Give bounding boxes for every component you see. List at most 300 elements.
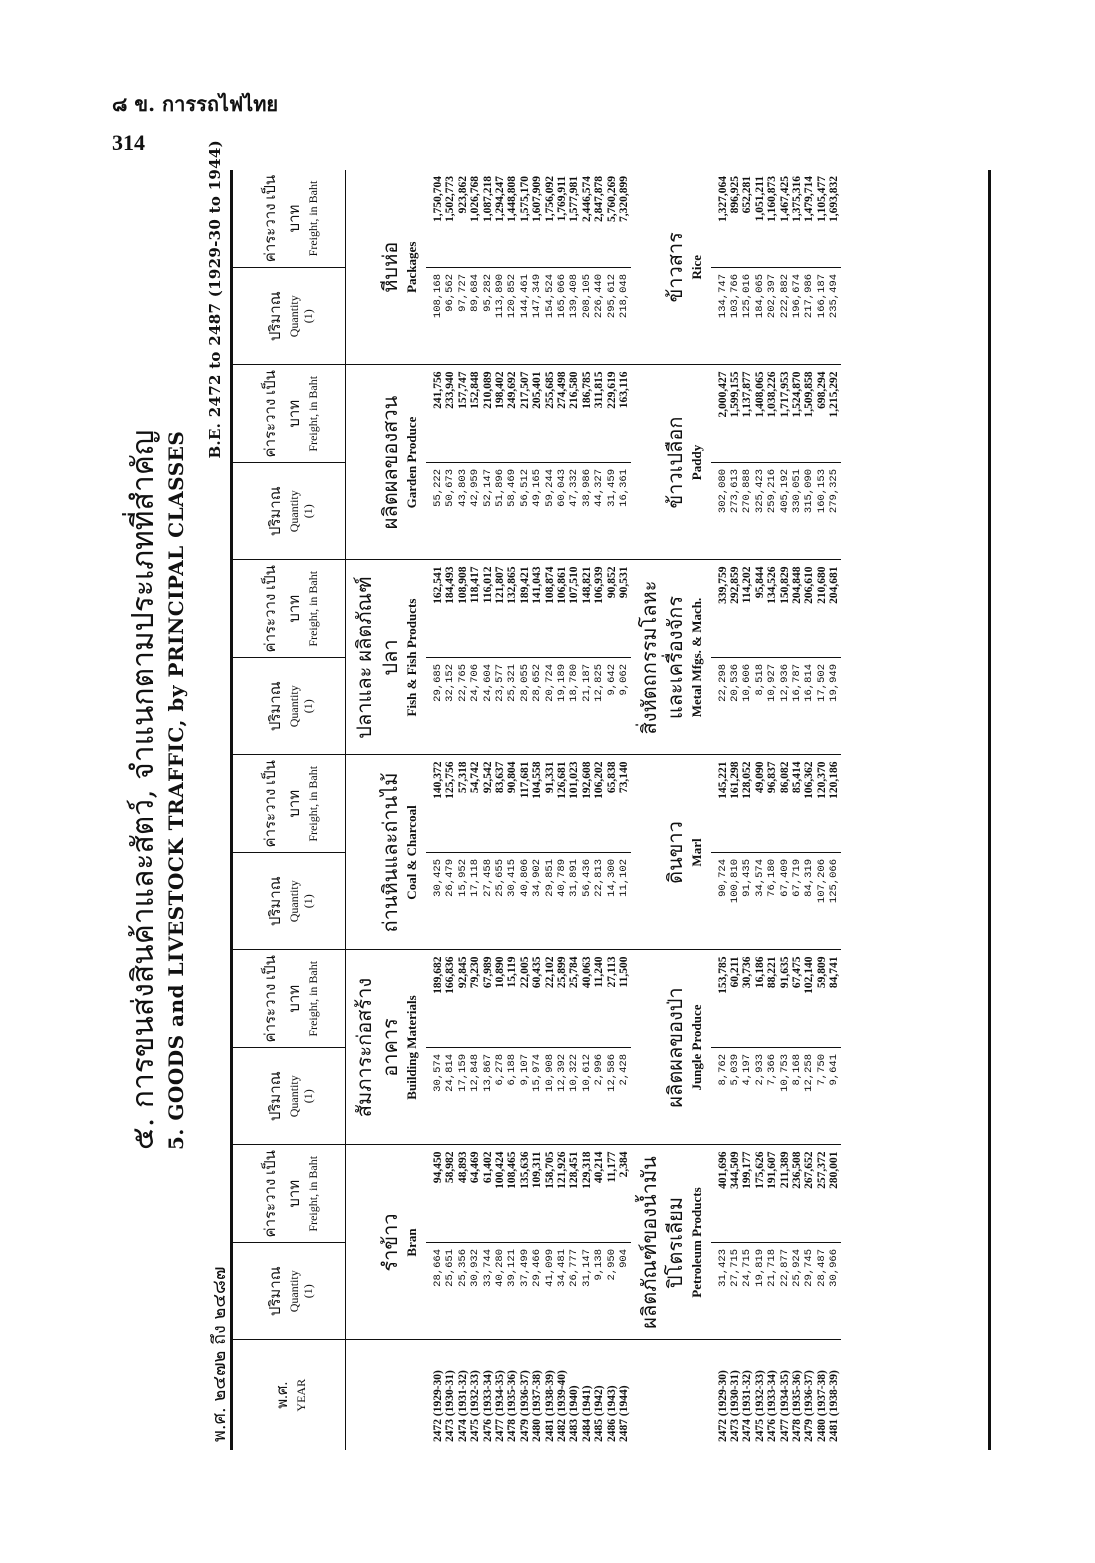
page-header-label: ๘ ข. การรถไฟไทย: [112, 92, 279, 116]
value-cell: 108,465: [506, 1151, 519, 1189]
freight-column: [711, 365, 841, 463]
value-cell: 121,926: [556, 1151, 569, 1189]
value-cell: 152,848: [469, 371, 482, 409]
value-cell: 9,642: [605, 664, 618, 696]
value-cell: 58,469: [506, 469, 519, 507]
value-cell: 1,717,953: [778, 371, 791, 418]
year-cell: 2475 (1932-33): [753, 1370, 766, 1442]
title-thai: ๕. การขนส่งสินค้าและสัตว์, จำแนกตามประเภทที่สำคัญ: [126, 429, 161, 1150]
value-cell: 56,512: [518, 469, 531, 507]
value-cell: 139,408: [568, 274, 581, 319]
value-cell: 22,765: [456, 664, 469, 702]
value-cell: 1,294,247: [494, 176, 507, 222]
quantity-column: [711, 463, 841, 561]
freight-header: ค่าระวาง เป็นบาท Freight, in Baht: [233, 950, 346, 1048]
value-cell: 134,747: [716, 274, 729, 319]
quantity-column: [426, 853, 631, 951]
value-cell: 204,681: [828, 566, 841, 604]
value-cell: 153,785: [716, 956, 729, 994]
value-cell: 100,810: [728, 859, 741, 904]
value-cell: 8,168: [790, 1054, 803, 1086]
value-cell: 30,966: [828, 1249, 841, 1287]
value-cell: 162,541: [432, 566, 444, 604]
value-cell: 120,186: [828, 761, 841, 799]
value-cell: 33,744: [481, 1249, 494, 1287]
value-cell: 1,467,425: [778, 176, 791, 222]
data-row-2: [711, 170, 841, 1450]
group-label: [346, 170, 427, 365]
value-cell: 29,685: [432, 664, 444, 702]
value-cell: 161,298: [728, 761, 741, 799]
year-cell: 2486 (1943): [605, 1385, 618, 1442]
freight-column: [711, 560, 841, 658]
year-cell: 2472 (1929-30): [432, 1370, 444, 1442]
value-cell: 28,664: [432, 1249, 444, 1287]
freight-column: [711, 170, 841, 268]
value-cell: 1,215,292: [828, 371, 841, 418]
quantity-column: [426, 1048, 631, 1146]
freight-header: ค่าระวาง เป็นบาท Freight, in Baht: [233, 755, 346, 853]
quantity-header: ปริมาณ Quantity (1): [233, 1048, 346, 1146]
value-cell: 17,118: [469, 859, 482, 897]
value-cell: 11,500: [618, 956, 631, 988]
group-label: [631, 170, 711, 365]
year-cell: 2483 (1940): [568, 1385, 581, 1442]
value-cell: 11,102: [618, 859, 631, 897]
value-cell: 241,756: [432, 371, 444, 409]
group-label-en: Jungle Produce: [688, 1004, 704, 1091]
data-row-1: [426, 170, 631, 1450]
value-cell: 204,848: [790, 566, 803, 604]
freight-column: [711, 950, 841, 1048]
value-cell: 22,813: [593, 859, 606, 897]
value-cell: 189,682: [432, 956, 444, 994]
value-cell: 9,641: [828, 1054, 841, 1086]
value-cell: 95,282: [481, 274, 494, 312]
value-cell: 10,927: [766, 664, 779, 702]
value-cell: 222,882: [778, 274, 791, 319]
value-cell: 22,005: [518, 956, 531, 989]
value-cell: 229,619: [605, 371, 618, 409]
year-header-thai: พ.ศ.: [275, 1381, 291, 1409]
value-cell: 7,320,899: [618, 176, 631, 222]
year-cell: 2481 (1938-39): [543, 1370, 556, 1442]
value-cell: 23,577: [494, 664, 507, 702]
value-cell: 59,244: [543, 469, 556, 507]
value-cell: 67,475: [790, 956, 803, 989]
value-cell: 24,604: [481, 664, 494, 702]
year-cell: 2476 (1933-34): [481, 1370, 494, 1442]
value-cell: 17,159: [456, 1054, 469, 1092]
value-cell: 125,066: [828, 859, 841, 904]
value-cell: 29,745: [803, 1249, 816, 1287]
value-cell: 147,349: [531, 274, 544, 319]
value-cell: 259,216: [766, 469, 779, 514]
value-cell: 85,414: [790, 761, 803, 794]
group-label: [346, 560, 427, 755]
value-cell: 106,861: [556, 566, 569, 604]
value-cell: 28,055: [518, 664, 531, 702]
value-cell: 22,298: [716, 664, 729, 702]
value-cell: 210,680: [815, 566, 828, 604]
value-cell: 57,318: [456, 761, 469, 794]
value-cell: 145,221: [716, 761, 729, 799]
value-cell: 30,425: [432, 859, 444, 897]
value-cell: 9,062: [618, 664, 631, 696]
value-cell: 184,065: [753, 274, 766, 319]
group-label-en: Metal Mfgs. & Mach.: [688, 597, 704, 718]
year-cell: 2485 (1942): [593, 1385, 606, 1442]
value-cell: 40,214: [593, 1151, 606, 1184]
value-cell: 126,681: [556, 761, 569, 799]
value-cell: 10,753: [778, 1054, 791, 1092]
value-cell: 41,099: [543, 1249, 556, 1287]
value-cell: 166,187: [815, 274, 828, 319]
value-cell: 13,867: [481, 1054, 494, 1092]
value-cell: 163,116: [618, 371, 631, 409]
group-label-thai: ผลิตภัณฑ์ของน้ำมันปิโตรเลียม: [638, 1156, 687, 1329]
value-cell: 25,784: [568, 956, 581, 989]
group-label-thai: หีบห่อ: [380, 241, 402, 293]
value-cell: 94,450: [432, 1151, 444, 1184]
year-column: [426, 1340, 631, 1450]
value-cell: 1,769,911: [556, 176, 569, 222]
value-cell: 184,493: [444, 566, 457, 604]
quantity-column: [711, 658, 841, 756]
value-cell: 1,502,773: [444, 176, 457, 222]
value-cell: 107,510: [568, 566, 581, 604]
quantity-header: ปริมาณ Quantity (1): [233, 463, 346, 561]
value-cell: 280,001: [828, 1151, 841, 1189]
value-cell: 14,300: [605, 859, 618, 897]
value-cell: 135,636: [518, 1151, 531, 1189]
value-cell: 24,706: [469, 664, 482, 702]
value-cell: 47,332: [568, 469, 581, 507]
value-cell: 904: [618, 1249, 631, 1268]
year-cell: 2482 (1939-40): [556, 1370, 569, 1442]
value-cell: 113,890: [494, 274, 507, 319]
year-header: [233, 1340, 346, 1450]
value-cell: 25,899: [556, 956, 569, 989]
group-year-spacer: [346, 1340, 427, 1450]
value-cell: 90,804: [506, 761, 519, 794]
value-cell: 249,692: [506, 371, 519, 409]
year-cell: 2473 (1930-31): [728, 1370, 741, 1442]
value-cell: 12,586: [605, 1054, 618, 1092]
group-label: [346, 365, 427, 560]
freight-column: [711, 1145, 841, 1243]
value-cell: 12,392: [556, 1054, 569, 1092]
value-cell: 698,294: [815, 371, 828, 409]
value-cell: 90,852: [605, 566, 618, 599]
quantity-column: [426, 658, 631, 756]
value-cell: 49,165: [531, 469, 544, 507]
value-cell: 20,724: [543, 664, 556, 702]
group-label-en: Petroleum Products: [688, 1187, 704, 1298]
value-cell: 97,727: [456, 274, 469, 312]
value-cell: 1,577,981: [568, 176, 581, 222]
value-cell: 48,893: [456, 1151, 469, 1184]
year-header-en: YEAR: [294, 1378, 308, 1412]
group-label-thai: รำข้าว: [380, 1213, 402, 1272]
value-cell: 191,607: [766, 1151, 779, 1189]
value-cell: 100,424: [494, 1151, 507, 1189]
value-cell: 67,409: [778, 859, 791, 897]
value-cell: 217,986: [803, 274, 816, 319]
value-cell: 28,652: [531, 664, 544, 702]
value-cell: 107,206: [815, 859, 828, 904]
value-cell: 92,542: [481, 761, 494, 794]
value-cell: 192,608: [580, 761, 593, 799]
value-cell: 84,741: [828, 956, 841, 989]
value-cell: 199,177: [741, 1151, 754, 1189]
value-cell: 121,807: [494, 566, 507, 604]
value-cell: 67,719: [790, 859, 803, 897]
value-cell: 84,319: [803, 859, 816, 897]
value-cell: 401,696: [716, 1151, 729, 1189]
value-cell: 9,138: [593, 1249, 606, 1281]
value-cell: 19,819: [753, 1249, 766, 1287]
value-cell: 1,026,768: [469, 176, 482, 222]
value-cell: 24,715: [741, 1249, 754, 1287]
value-cell: 21,718: [766, 1249, 779, 1287]
value-cell: 315,090: [803, 469, 816, 514]
value-cell: 44,327: [593, 469, 606, 507]
group-row-1: [346, 170, 427, 1450]
value-cell: 86,082: [778, 761, 791, 794]
value-cell: 22,102: [543, 956, 556, 989]
group-label: [346, 755, 427, 950]
subtitle-english: B.E. 2472 to 2487 (1929-30 to 1944): [206, 140, 224, 459]
year-cell: 2477 (1934-35): [778, 1370, 791, 1442]
value-cell: 233,940: [444, 371, 457, 409]
value-cell: 120,370: [815, 761, 828, 799]
value-cell: 22,877: [778, 1249, 791, 1287]
value-cell: 40,806: [518, 859, 531, 897]
year-cell: 2480 (1937-38): [815, 1370, 828, 1442]
year-cell: 2487 (1944): [618, 1385, 631, 1442]
value-cell: 114,202: [741, 566, 754, 604]
value-cell: 292,859: [728, 566, 741, 604]
value-cell: 267,652: [803, 1151, 816, 1189]
value-cell: 96,562: [444, 274, 457, 312]
value-cell: 125,016: [741, 274, 754, 319]
value-cell: 52,147: [481, 469, 494, 507]
year-cell: 2473 (1930-31): [444, 1370, 457, 1442]
value-cell: 134,526: [766, 566, 779, 604]
value-cell: 10,606: [741, 664, 754, 702]
group-label: [631, 950, 711, 1145]
value-cell: 73,140: [618, 761, 631, 794]
group-label-thai: ผลิตผลของสวน: [380, 395, 402, 530]
value-cell: 2,000,427: [716, 371, 729, 418]
value-cell: 11,177: [605, 1151, 618, 1183]
value-cell: 10,908: [543, 1054, 556, 1092]
value-cell: 55,222: [432, 469, 444, 507]
quantity-column: [426, 1243, 631, 1341]
value-cell: 344,509: [728, 1151, 741, 1189]
value-cell: 79,230: [469, 956, 482, 989]
value-cell: 216,580: [568, 371, 581, 409]
value-cell: 1,599,155: [728, 371, 741, 418]
value-cell: 88,221: [766, 956, 779, 989]
value-cell: 165,066: [556, 274, 569, 319]
value-cell: 10,322: [568, 1054, 581, 1092]
value-cell: 5,760,269: [605, 176, 618, 222]
value-cell: 211,389: [778, 1151, 791, 1189]
value-cell: 9,107: [518, 1054, 531, 1086]
year-cell: 2477 (1934-35): [494, 1370, 507, 1442]
value-cell: 1,575,170: [518, 176, 531, 222]
value-cell: 64,469: [469, 1151, 482, 1184]
value-cell: 198,402: [494, 371, 507, 409]
value-cell: 1,105,477: [815, 176, 828, 222]
value-cell: 405,192: [778, 469, 791, 514]
value-cell: 12,848: [469, 1054, 482, 1092]
value-cell: 19,949: [828, 664, 841, 702]
value-cell: 34,481: [556, 1249, 569, 1287]
value-cell: 65,838: [605, 761, 618, 794]
value-cell: 128,052: [741, 761, 754, 799]
value-cell: 34,902: [531, 859, 544, 897]
value-cell: 1,327,064: [716, 176, 729, 222]
group-label-thai: ดินขาว: [664, 821, 687, 884]
value-cell: 31,147: [580, 1249, 593, 1287]
value-cell: 17,502: [815, 664, 828, 702]
value-cell: 43,803: [456, 469, 469, 507]
subtitle-thai: พ.ศ. ๒๔๗๒ ถึง ๒๔๘๗: [209, 1266, 230, 1442]
value-cell: 29,851: [543, 859, 556, 897]
value-cell: 58,982: [444, 1151, 457, 1184]
value-cell: 37,499: [518, 1249, 531, 1287]
freight-column: [426, 1145, 631, 1243]
value-cell: 2,933: [753, 1054, 766, 1086]
freight-column: [426, 170, 631, 268]
value-cell: 274,498: [556, 371, 569, 409]
quantity-header: ปริมาณ Quantity (1): [233, 268, 346, 366]
value-cell: 92,845: [456, 956, 469, 989]
group-label-en: Garden Produce: [404, 416, 419, 509]
value-cell: 15,119: [506, 956, 519, 988]
group-label: [346, 1145, 427, 1340]
value-cell: 208,105: [580, 274, 593, 319]
header-row: [233, 170, 346, 1450]
value-cell: 16,361: [618, 469, 631, 507]
group-label-thai: สิ่งหัตถกรรมโลหะ และเครื่องจักร: [638, 580, 687, 735]
value-cell: 83,637: [494, 761, 507, 794]
group-label-en: Marl: [688, 838, 704, 867]
value-cell: 51,896: [494, 469, 507, 507]
traffic-table: [230, 170, 991, 1450]
page-number: 314: [112, 130, 145, 155]
value-cell: 40,280: [494, 1249, 507, 1287]
value-cell: 12,825: [593, 664, 606, 702]
group-label-thai: สัมภาระก่อสร้าง อาคาร: [354, 977, 402, 1118]
value-cell: 91,435: [741, 859, 754, 897]
value-cell: 10,890: [494, 956, 507, 989]
quantity-column: [711, 1243, 841, 1341]
value-cell: 295,612: [605, 274, 618, 319]
value-cell: 40,789: [556, 859, 569, 897]
group-label-en: Paddy: [688, 444, 704, 481]
value-cell: 257,372: [815, 1151, 828, 1189]
value-cell: 236,508: [790, 1151, 803, 1189]
value-cell: 29,466: [531, 1249, 544, 1287]
value-cell: 91,635: [778, 956, 791, 989]
group-label-en: Packages: [404, 241, 419, 293]
freight-column: [711, 755, 841, 853]
value-cell: 1,448,808: [506, 176, 519, 222]
value-cell: 2,847,878: [593, 176, 606, 222]
value-cell: 116,012: [481, 566, 494, 604]
value-cell: 330,051: [790, 469, 803, 514]
value-cell: 31,459: [605, 469, 618, 507]
value-cell: 120,852: [506, 274, 519, 319]
year-cell: 2479 (1936-37): [803, 1370, 816, 1442]
quantity-column: [426, 463, 631, 561]
value-cell: 8,762: [716, 1054, 729, 1086]
value-cell: 279,325: [828, 469, 841, 514]
value-cell: 21,187: [580, 664, 593, 702]
group-label-thai: ปลาและ ผลิตภัณฑ์ปลา: [354, 576, 402, 739]
value-cell: 1,756,092: [543, 176, 556, 222]
value-cell: 896,925: [728, 176, 741, 214]
value-cell: 325,423: [753, 469, 766, 514]
value-cell: 1,375,316: [790, 176, 803, 222]
value-cell: 28,487: [815, 1249, 828, 1287]
group-label: [631, 755, 711, 950]
value-cell: 56,436: [580, 859, 593, 897]
value-cell: 108,908: [456, 566, 469, 604]
value-cell: 141,043: [531, 566, 544, 604]
value-cell: 189,421: [518, 566, 531, 604]
year-cell: 2478 (1935-36): [790, 1370, 803, 1442]
value-cell: 19,189: [556, 664, 569, 702]
group-label-en: Rice: [688, 254, 704, 280]
group-year-spacer: [631, 1340, 711, 1450]
freight-header: ค่าระวาง เป็นบาท Freight, in Baht: [233, 1145, 346, 1243]
value-cell: 15,974: [531, 1054, 544, 1092]
value-cell: 218,048: [618, 274, 631, 319]
value-cell: 91,331: [543, 761, 556, 794]
value-cell: 108,168: [432, 274, 444, 319]
value-cell: 1,509,858: [803, 371, 816, 418]
value-cell: 6,278: [494, 1054, 507, 1086]
value-cell: 11,240: [593, 956, 606, 988]
freight-column: [426, 755, 631, 853]
year-cell: 2476 (1933-34): [766, 1370, 779, 1442]
value-cell: 8,518: [753, 664, 766, 696]
quantity-header: ปริมาณ Quantity (1): [233, 853, 346, 951]
value-cell: 652,281: [741, 176, 754, 214]
value-cell: 90,724: [716, 859, 729, 897]
value-cell: 1,087,218: [481, 176, 494, 222]
value-cell: 25,356: [456, 1249, 469, 1287]
value-cell: 25,651: [444, 1249, 457, 1287]
quantity-column: [711, 853, 841, 951]
group-label: [631, 1145, 711, 1340]
value-cell: 12,258: [803, 1054, 816, 1092]
value-cell: 42,959: [469, 469, 482, 507]
year-cell: 2479 (1936-37): [518, 1370, 531, 1442]
year-cell: 2474 (1931-32): [456, 1370, 469, 1442]
year-cell: 2480 (1937-38): [531, 1370, 544, 1442]
value-cell: 128,451: [568, 1151, 581, 1189]
value-cell: 7,750: [815, 1054, 828, 1086]
value-cell: 26,479: [444, 859, 457, 897]
value-cell: 118,417: [469, 566, 482, 604]
group-label: [631, 365, 711, 560]
